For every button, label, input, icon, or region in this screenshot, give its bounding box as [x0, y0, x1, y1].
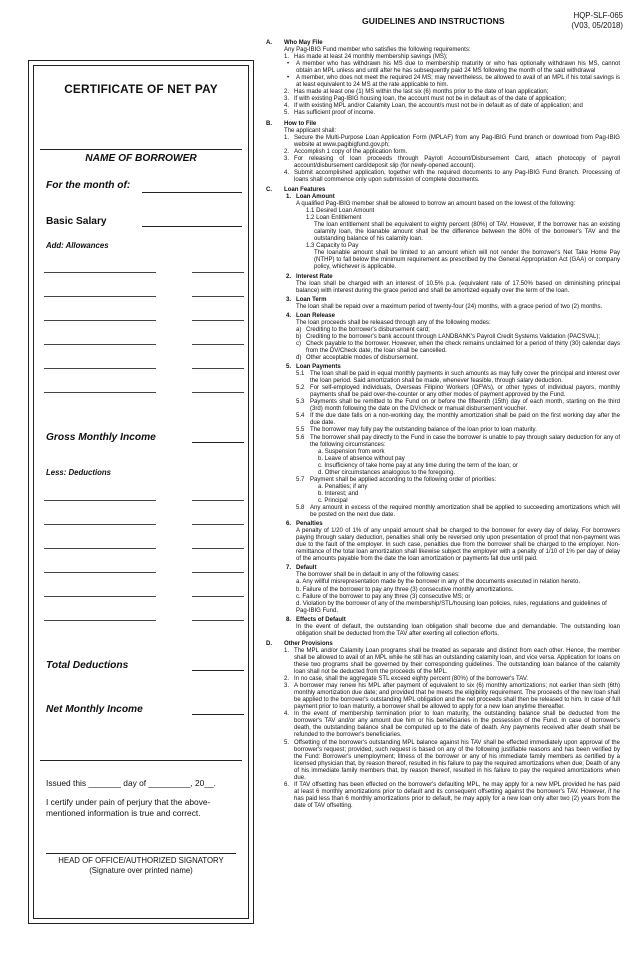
issued-line: Issued this _______ day of _________, 20__.: [46, 778, 216, 788]
subsection-effects-of-default: 8. Effects of Default In the event of default, the outstanding loan obligation shall become due and demandable. The outstanding loan obligation shall be deducted from the TAV after exerting all collection efforts.: [286, 616, 620, 637]
deduction-name-field[interactable]: [44, 596, 156, 597]
list-item: a. Penalties; if any: [318, 483, 368, 490]
list-item: d) Other acceptable modes of disbursement.: [296, 355, 419, 362]
section-other-provisions: [266, 641, 620, 810]
bullet-icon: •: [287, 61, 290, 68]
allowance-amount-field[interactable]: [192, 392, 244, 393]
list-item: 1. Secure the Multi-Purpose Loan Application Form (MPLAF) from any Pag-IBIG Fund branch or download from Pag-IBIG website at www.pagibigfund.gov.ph;: [284, 134, 620, 148]
allowance-amount-field[interactable]: [192, 344, 244, 345]
list-item: 3. A borrower may renew his MPL after payment of equivalent to six (6) monthly amortizations; not earlier than sixth (6th) monthly amortization due date; and provided that he meets the eligibility requirement. The proceeds of the new loan shall be applied to the borrower's outstanding MPL obligation and the net proceeds shall then be released to him. In case of full payment prior to loan maturity, a borrower shall be allowed to apply for a new loan anytime thereafter.: [284, 683, 620, 711]
list-item: 2. Has made at least one (1) MS within the last six (6) months prior to the date of loan application;: [284, 89, 549, 96]
signatory-sub-label: (Signature over printed name): [89, 866, 193, 875]
list-item: a. Suspension from work: [318, 448, 385, 455]
borrower-name-line[interactable]: [40, 149, 242, 150]
list-item: c. Failure of the borrower to pay any three (3) consecutive MS; or: [296, 593, 471, 600]
subsection-title: Loan Term: [296, 296, 327, 303]
allowance-name-field[interactable]: [44, 272, 156, 273]
list-item: 3. If with existing Pag-IBIG housing loan, the account must not be in default as of the date of application;: [284, 96, 566, 103]
month-label: For the month of:: [46, 180, 131, 191]
name-of-borrower-label: NAME OF BORROWER: [85, 153, 197, 164]
total-deductions-label: Total Deductions: [46, 660, 129, 671]
list-item: 5.3 Payments shall be remitted to the Fund on or before the fifteenth (15th) day of each month, starting on the third (3rd) month following the date on the DV/check or manual disbursement voucher.: [296, 399, 620, 413]
section-title: Who May File: [284, 40, 323, 46]
list-item: 5. Has sufficient proof of income.: [284, 110, 376, 117]
certificate-box: [28, 60, 254, 924]
list-item: 1. The MPL and/or Calamity Loan programs shall be treated as separate and distinct from each other. Hence, the member shall be allowed to avail of an MPL while he still has an outstanding calamity loan, and vice versa. Application for loans on these two programs shall be governed by their corresponding guidelines. The outstanding loan balance of the calamity loan shall not be deducted from the proceeds of the MPL.: [284, 647, 620, 676]
allowance-name-field[interactable]: [44, 368, 156, 369]
list-item: 3. For releasing of loan proceeds through Payroll Account/Disbursement Card, attach photocopy of payroll account/disbursement card/deposit slip (for newly-opened account).: [284, 155, 620, 169]
deduction-amount-field[interactable]: [192, 548, 244, 549]
section-letter: A.: [266, 40, 273, 46]
list-item: 5.7 Payment shall be applied according to the following order of priorities:: [296, 476, 497, 483]
list-item: 5.1 The loan shall be paid in equal monthly payments in such amounts as may fully cover the principal and interest over the loan period. Said amortization shall be made, whenever feasible, through salary deduction.: [296, 371, 620, 385]
subsection-title: Default: [296, 565, 317, 572]
subsection-title: Loan Amount: [296, 193, 335, 200]
subsection-title: Penalties: [296, 521, 323, 528]
allowance-name-field[interactable]: [44, 344, 156, 345]
list-item: 2. In no case, shall the aggregate STL exceed eighty percent (80%) of the borrower's TAV.: [284, 676, 528, 683]
deduction-amount-field[interactable]: [192, 596, 244, 597]
allowance-amount-field[interactable]: [192, 272, 244, 273]
section-letter: C.: [266, 186, 273, 193]
signature-line[interactable]: [46, 853, 236, 854]
list-item: a. Any willful misrepresentation made by the borrower in any of the documents executed in relation hereto.: [296, 579, 581, 586]
list-item: c. Principal: [318, 497, 348, 504]
list-item: 5.4 If the due date falls on a non-working day, the monthly amortization shall be paid on the first working day after the due date.: [296, 413, 620, 427]
allowance-amount-field[interactable]: [192, 320, 244, 321]
bullet-item: • A member, who does not meet the required 24 MS; may nevertheless, be allowed to avail of an MPL if his total savings is at least equivalent to 24 MS at the rate applicable to him.: [287, 75, 620, 89]
list-item: a) Crediting to the borrower's disbursement card;: [296, 326, 430, 333]
deduction-name-field[interactable]: [44, 524, 156, 525]
subsection-penalties: 6. Penalties A penalty of 1/20 of 1% of any unpaid amount shall be charged to the borrower for every day of delay. For borrowers paying through salary deduction, penalties shall only be reversed only upon presentation of proof that non-payment was due to the fault of the employer. In such case, penalties due from the borrower shall be charged to the employer. Non-remittance of the total loan amortization shall likewise subject the employer with a penalty of 1/10 of 1% per day of delay of the amounts payable from the date the loan amortization or payments fall due until paid.: [286, 521, 620, 563]
list-item: b. Leave of absence without pay: [318, 455, 405, 462]
net-income-label: Net Monthly Income: [46, 704, 143, 715]
subsection-loan-term: 3. Loan Term The loan shall be repaid over a maximum period of twenty-four (24) months, with a grace period of two (2) months.: [284, 297, 620, 311]
section-intro: The applicant shall:: [284, 127, 337, 134]
section-letter: B.: [266, 120, 273, 127]
section-loan-features: [266, 187, 620, 638]
gross-income-field[interactable]: [192, 442, 244, 443]
list-item: 5.6 The borrower shall pay directly to the Fund in case the borrower is unable to pay through salary deduction for any of the following circumstances:: [296, 434, 620, 448]
list-item: c. Insufficiency of take home pay at any time during the term of the loan; or: [318, 462, 518, 469]
subsection-title: Loan Release: [296, 312, 335, 319]
bullet-icon: •: [287, 75, 290, 82]
allowance-amount-field[interactable]: [192, 296, 244, 297]
list-item: c) Check payable to the borrower. However, when the check remains unclaimed for a period of thirty (30) calendar days from the DV/Check date, the loan shall be cancelled.: [296, 340, 620, 354]
list-item: b. Failure of the borrower to pay any three (3) consecutive monthly amortizations.: [296, 586, 514, 593]
subsection-default: 7. Default The borrower shall be in default in any of the following cases: a. Any willful misrepresentation made by the borrower in any of the documents executed in relation hereto. b. Failure of the borrower to pay any three (3) consecutive monthly amortizations. c. Failure of the borrower to pay any three (3) consecutive MS; or d. Violation by the borrower of any of the membership/STL/housing loan policies, rules, regulations and guidelines of Pag-IBIG Fund.: [284, 565, 620, 614]
list-item: 1. Has made at least 24 monthly membership savings (MS);: [284, 54, 448, 61]
section-intro: Any Pag-IBIG Fund member who satisfies the following requirements:: [284, 47, 471, 54]
allowance-name-field[interactable]: [44, 392, 156, 393]
subsection-title: Effects of Default: [296, 616, 346, 623]
deduction-amount-field[interactable]: [192, 500, 244, 501]
form-code-block: [571, 11, 623, 30]
list-item: b. Interest; and: [318, 490, 359, 497]
subsection-title: Interest Rate: [296, 273, 333, 280]
allowance-amount-field[interactable]: [192, 368, 244, 369]
section-letter: D.: [266, 640, 273, 647]
list-item: 5.5 The borrower may fully pay the outstanding balance of the loan prior to loan maturity.: [296, 427, 537, 434]
list-item: b) Crediting to the borrower's bank account through LANDBANK's Payroll Credit Systems Validation (PACSVAL);: [296, 333, 601, 340]
basic-salary-field[interactable]: [142, 226, 242, 227]
certificate-inner-border: [33, 65, 249, 919]
signatory-label: HEAD OF OFFICE/AUTHORIZED SIGNATORY: [58, 856, 224, 865]
list-item: 4. In the event of membership termination prior to loan maturity, the outstanding balance shall be deducted from the borrower's TAV and/or any amount due him or his beneficiaries in the possession of the Fund. In case of borrower's death, the outstanding balance shall be computed up to the date of death. Any payments received after death shall be refunded to the borrower's beneficiaries.: [284, 711, 620, 739]
section-divider: [40, 760, 242, 761]
subsection-interest-rate: 2. Interest Rate The loan shall be charged with an interest of 10.5% p.a. (equivalent rate of 17.50% based on diminishing principal balance) with interest during the grace period and shall be amortized equally over the term of the loan.: [286, 273, 620, 294]
less-deductions-label: Less: Deductions: [46, 468, 111, 477]
gross-income-label: Gross Monthly Income: [46, 432, 156, 443]
allowance-name-field[interactable]: [44, 296, 156, 297]
section-title: Loan Features: [284, 186, 326, 193]
certification-statement: I certify under pain of perjury that the above-mentioned information is true and correct.: [46, 797, 211, 818]
section-title: How to File: [284, 120, 317, 127]
basic-salary-label: Basic Salary: [46, 216, 107, 227]
list-item: 5.2 For self-employed individuals, Overseas Filipino Workers (OFWs), or other types of individual payors, monthly payments shall be paid over-the-counter or any other modes of payment approved by the Fund.: [296, 385, 620, 399]
guidelines-heading: GUIDELINES AND INSTRUCTIONS: [362, 16, 505, 26]
list-item: 5. Offsetting of the borrower's outstanding MPL balance against his TAV shall be effected immediately upon approval of the borrower's request; provided, such request is based on any of the following justifiable reasons and has been verified by the Fund: Borrower's unemployment; Illness of the borrower or any of his immediate family members as certified by a licensed physician that, by reason thereof, resulted in his failure to pay the required amortizations when due; Death of any of his immediate family members that, by reason thereof, resulted in his failure to pay the required amortizations when due.: [284, 739, 620, 781]
deduction-amount-field[interactable]: [192, 620, 244, 621]
section-who-may-file: [266, 40, 620, 118]
allowance-name-field[interactable]: [44, 320, 156, 321]
subsection-title: Loan Payments: [296, 364, 341, 371]
list-item: d. Violation by the borrower of any of the membership/STL/housing loan policies, rules, regulations and guidelines of Pag-IBIG Fund.: [296, 600, 607, 614]
list-item: 4. Submit accomplished application, together with the required documents to any Pag-IBIG Fund Branch. Processing of loans shall commence only upon submission of complete documents.: [284, 169, 620, 183]
list-item: d. Other circumstances analogous to the foregoing.: [318, 469, 456, 476]
certificate-title: CERTIFICATE OF NET PAY: [64, 82, 218, 96]
deduction-name-field[interactable]: [44, 500, 156, 501]
add-allowances-label: Add: Allowances: [46, 241, 109, 250]
list-item: 6. If TAV offsetting has been effected on the borrower's defaulting MPL, he may apply for a new MPL provided he has paid at least 6 monthly amortizations prior to default and its consequent offsetting against the borrower's TAV. However, if he has paid less than 6 monthly amortizations prior to default, he may apply for a new loan only after two (2) years from the date of TAV offsetting.: [284, 781, 620, 809]
net-income-field[interactable]: [192, 714, 244, 715]
section-title: Other Provisions: [284, 640, 333, 647]
bullet-item: • A member who has withdrawn his MS due to membership maturity or who has optionally withdrawn his MS, cannot obtain an MPL unless and until after he has subsequently paid 24 MS following the month of the said withdrawal: [287, 61, 620, 75]
subsection-loan-payments: 5. Loan Payments 5.1 The loan shall be paid in equal monthly payments in such amounts as may fully cover the principal and interest over the loan period. Said amortization shall be made, whenever feasible, through salary deduction. 5.2 For self-employed individuals, Overseas Filipino Workers (OFWs), or other types of individual payors, monthly payments shall be paid over-the-counter or any other modes of payment approved by the Fund. 5.3 Payments shall be remitted to the Fund on or before the fifteenth (15th) day of each month, starting on the third (3rd) month following the date on the DV/check or manual disbursement voucher. 5.4 If the due date falls on a non-working day, the monthly amortization shall be paid on the first working day after the due date. 5.5 The borrower may fully pay the outstanding balance of the loan prior to loan maturity. 5.6 The borrower shall pay directly to the Fund in case the borrower is unable to pay through salary deduction for any of the following circumstances: a. Suspension from work b. Leave of absence without pay c. Insufficiency of take home pay at any time during the term of the loan; or d. Other circumstances analogous to the foregoing. 5.7 Payment shall be applied according to the following order of priorities: a. Penalties; if any b. Interest; and c. Principal 5.8 Any amount in excess of the required monthly amortization shall be applied to succeeding amortizations which will be posted on the next due date.: [286, 364, 620, 519]
section-how-to-file: [266, 121, 620, 184]
total-deductions-field[interactable]: [192, 670, 244, 671]
list-item: 4. If with existing MPL and/or Calamity Loan, the account/s must not be in default as of date of application; and: [284, 103, 583, 110]
deduction-name-field[interactable]: [44, 572, 156, 573]
deduction-amount-field[interactable]: [192, 524, 244, 525]
form-code: HQP-SLF-065: [573, 11, 623, 20]
deduction-amount-field[interactable]: [192, 572, 244, 573]
deduction-name-field[interactable]: [44, 548, 156, 549]
form-version: (V03, 05/2018): [571, 20, 623, 30]
list-item: 2. Accomplish 1 copy of the application form.: [284, 148, 408, 155]
subsection-loan-amount: 1. Loan Amount A qualified Pag-IBIG member shall be allowed to borrow an amount based on the lowest of the following: 1.1 Desired Loan Amount 1.2 Loan Entitlement The loan entitlement shall be equivalent to eighty percent (80%) of TAV. However, If the borrower has an existing calamity loan, the loanable amount shall be the difference between the 80% of the borrower's TAV and the outstanding balance of his calamity loan. 1.3 Capacity to Pay The loanable amount shall be limited to an amount which will not render the borrower's Net Take Home Pay (NTHP) to fall below the minimum requirement as prescribed by the General Appropriation Act (GAA) or company policy, whichever is applicable.: [286, 193, 620, 271]
subsection-loan-release: 4. Loan Release The loan proceeds shall be released through any of the following modes: a) Crediting to the borrower's disbursement card; b) Crediting to the borrower's bank account through LANDBANK's Payroll Credit Systems Validation (PACSVAL); c) Check payable to the borrower. However, when the check remains unclaimed for a period of thirty (30) calendar days from the DV/Check date, the loan shall be cancelled. d) Other acceptable modes of disbursement.: [286, 312, 620, 362]
guidelines-text: [266, 40, 620, 810]
month-field[interactable]: [142, 192, 242, 193]
deduction-name-field[interactable]: [44, 620, 156, 621]
list-item: 5.8 Any amount in excess of the required monthly amortization shall be applied to succeeding amortizations which will be posted on the next due date.: [296, 505, 620, 519]
